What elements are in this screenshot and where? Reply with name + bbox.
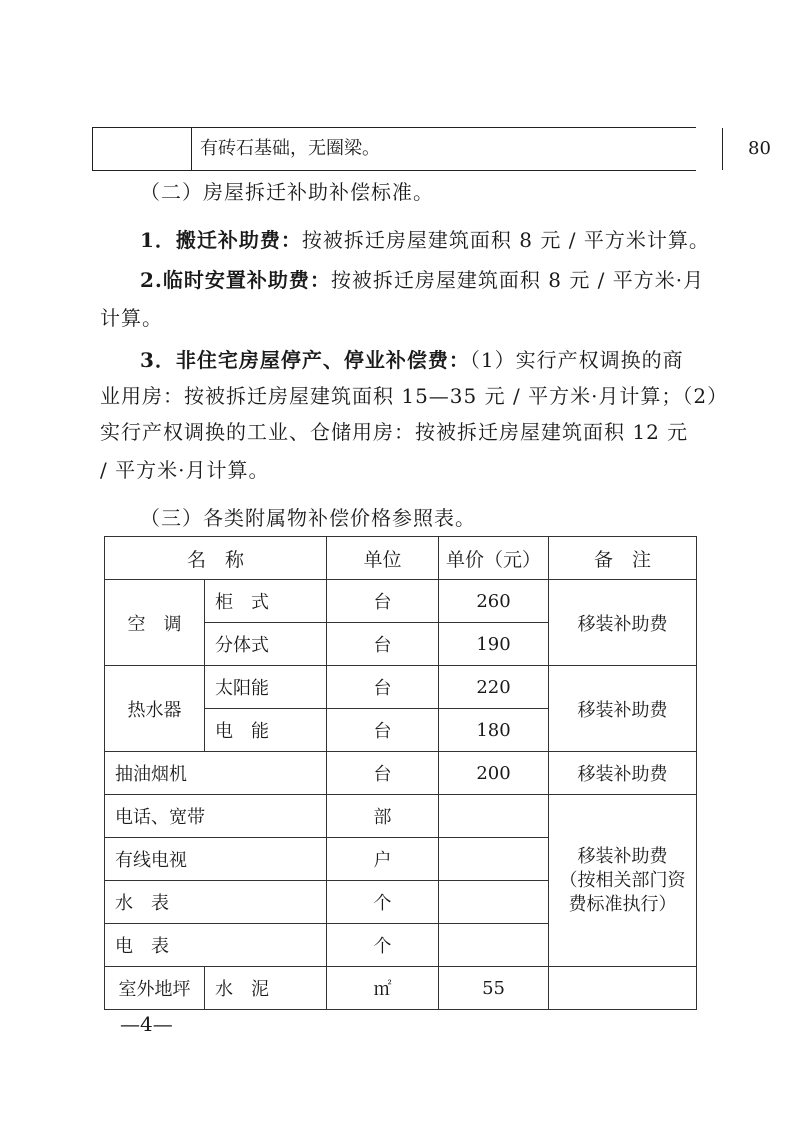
item2-text: 按被拆迁房屋建筑面积 8 元 / 平方米·月	[330, 268, 705, 292]
ground-sub: 水 泥	[205, 967, 327, 1010]
item3-line2: 业用房：按被拆迁房屋建筑面积 15—35 元 / 平方米·月计算；（2）	[100, 384, 729, 408]
heater-unit-1: 台	[327, 666, 439, 709]
ac-group: 空 调	[105, 580, 205, 666]
ac-note: 移装补助费	[549, 580, 697, 666]
heater-sub-1: 太阳能	[205, 666, 327, 709]
item3-text: （1）实行产权调换的商	[469, 348, 684, 372]
table-row	[105, 580, 697, 623]
page-number: —4—	[120, 1012, 173, 1036]
ac-unit-1: 台	[327, 580, 439, 623]
heater-price-1: 220	[439, 666, 549, 709]
item3-label: 3．非住宅房屋停产、停业补偿费：	[140, 348, 470, 372]
ground-price: 55	[439, 967, 549, 1010]
heater-price-2: 180	[439, 709, 549, 752]
item3-line4: / 平方米·月计算。	[100, 458, 270, 482]
table-header-row	[105, 537, 697, 580]
ac-sub-1: 柜 式	[205, 580, 327, 623]
water-name: 水 表	[105, 881, 327, 924]
appendage-price-table	[104, 536, 697, 1010]
row-description: 有砖石基础，无圈梁。	[196, 128, 723, 170]
table-row	[105, 795, 697, 838]
header-name: 名 称	[105, 537, 327, 580]
elec-name: 电 表	[105, 924, 327, 967]
item1	[140, 224, 710, 253]
tv-name: 有线电视	[105, 838, 327, 881]
header-unit: 单位	[327, 537, 439, 580]
header-price: 单价（元）	[439, 537, 549, 580]
elec-unit: 个	[327, 924, 439, 967]
heater-note: 移装补助费	[549, 666, 697, 752]
section2-title: （二）房屋拆迁补助补偿标准。	[140, 180, 434, 204]
heater-sub-2: 电 能	[205, 709, 327, 752]
item3-line3: 实行产权调换的工业、仓储用房：按被拆迁房屋建筑面积 12 元	[100, 420, 689, 444]
section3-title: （三）各类附属物补偿价格参照表。	[140, 506, 476, 530]
ground-group: 室外地坪	[105, 967, 205, 1010]
hood-note: 移装补助费	[549, 752, 697, 795]
table-row	[105, 752, 697, 795]
item2-cont: 计算。	[100, 306, 163, 330]
ac-unit-2: 台	[327, 623, 439, 666]
row-value: 80	[748, 138, 771, 159]
group-note-line1: 移装补助费	[577, 845, 668, 867]
ac-price-1: 260	[439, 580, 549, 623]
item2	[140, 264, 704, 293]
item1-text: 按被拆迁房屋建筑面积 8 元 / 平方米计算。	[301, 228, 710, 252]
hood-unit: 台	[327, 752, 439, 795]
table-row	[105, 666, 697, 709]
group-note	[549, 795, 697, 967]
empty-cell	[92, 128, 192, 170]
group-note-line3: 费标准执行）	[568, 893, 677, 915]
hood-price: 200	[439, 752, 549, 795]
phone-price	[439, 795, 549, 838]
heater-unit-2: 台	[327, 709, 439, 752]
water-unit: 个	[327, 881, 439, 924]
item3	[140, 344, 684, 373]
elec-price	[439, 924, 549, 967]
hood-name: 抽油烟机	[105, 752, 327, 795]
group-note-line2: （按相关部门资	[559, 869, 686, 891]
header-note: 备 注	[549, 537, 697, 580]
ground-unit: ㎡	[327, 967, 439, 1010]
phone-name: 电话、宽带	[105, 795, 327, 838]
heater-group: 热水器	[105, 666, 205, 752]
water-price	[439, 881, 549, 924]
tv-unit: 户	[327, 838, 439, 881]
ac-sub-2: 分体式	[205, 623, 327, 666]
item1-label: 1．搬迁补助费：	[140, 228, 302, 252]
ground-note	[549, 967, 697, 1010]
tv-price	[439, 838, 549, 881]
ac-price-2: 190	[439, 623, 549, 666]
continued-table-row	[92, 127, 771, 171]
table-row	[105, 967, 697, 1010]
item2-label: 2.临时安置补助费：	[140, 268, 331, 292]
phone-unit: 部	[327, 795, 439, 838]
